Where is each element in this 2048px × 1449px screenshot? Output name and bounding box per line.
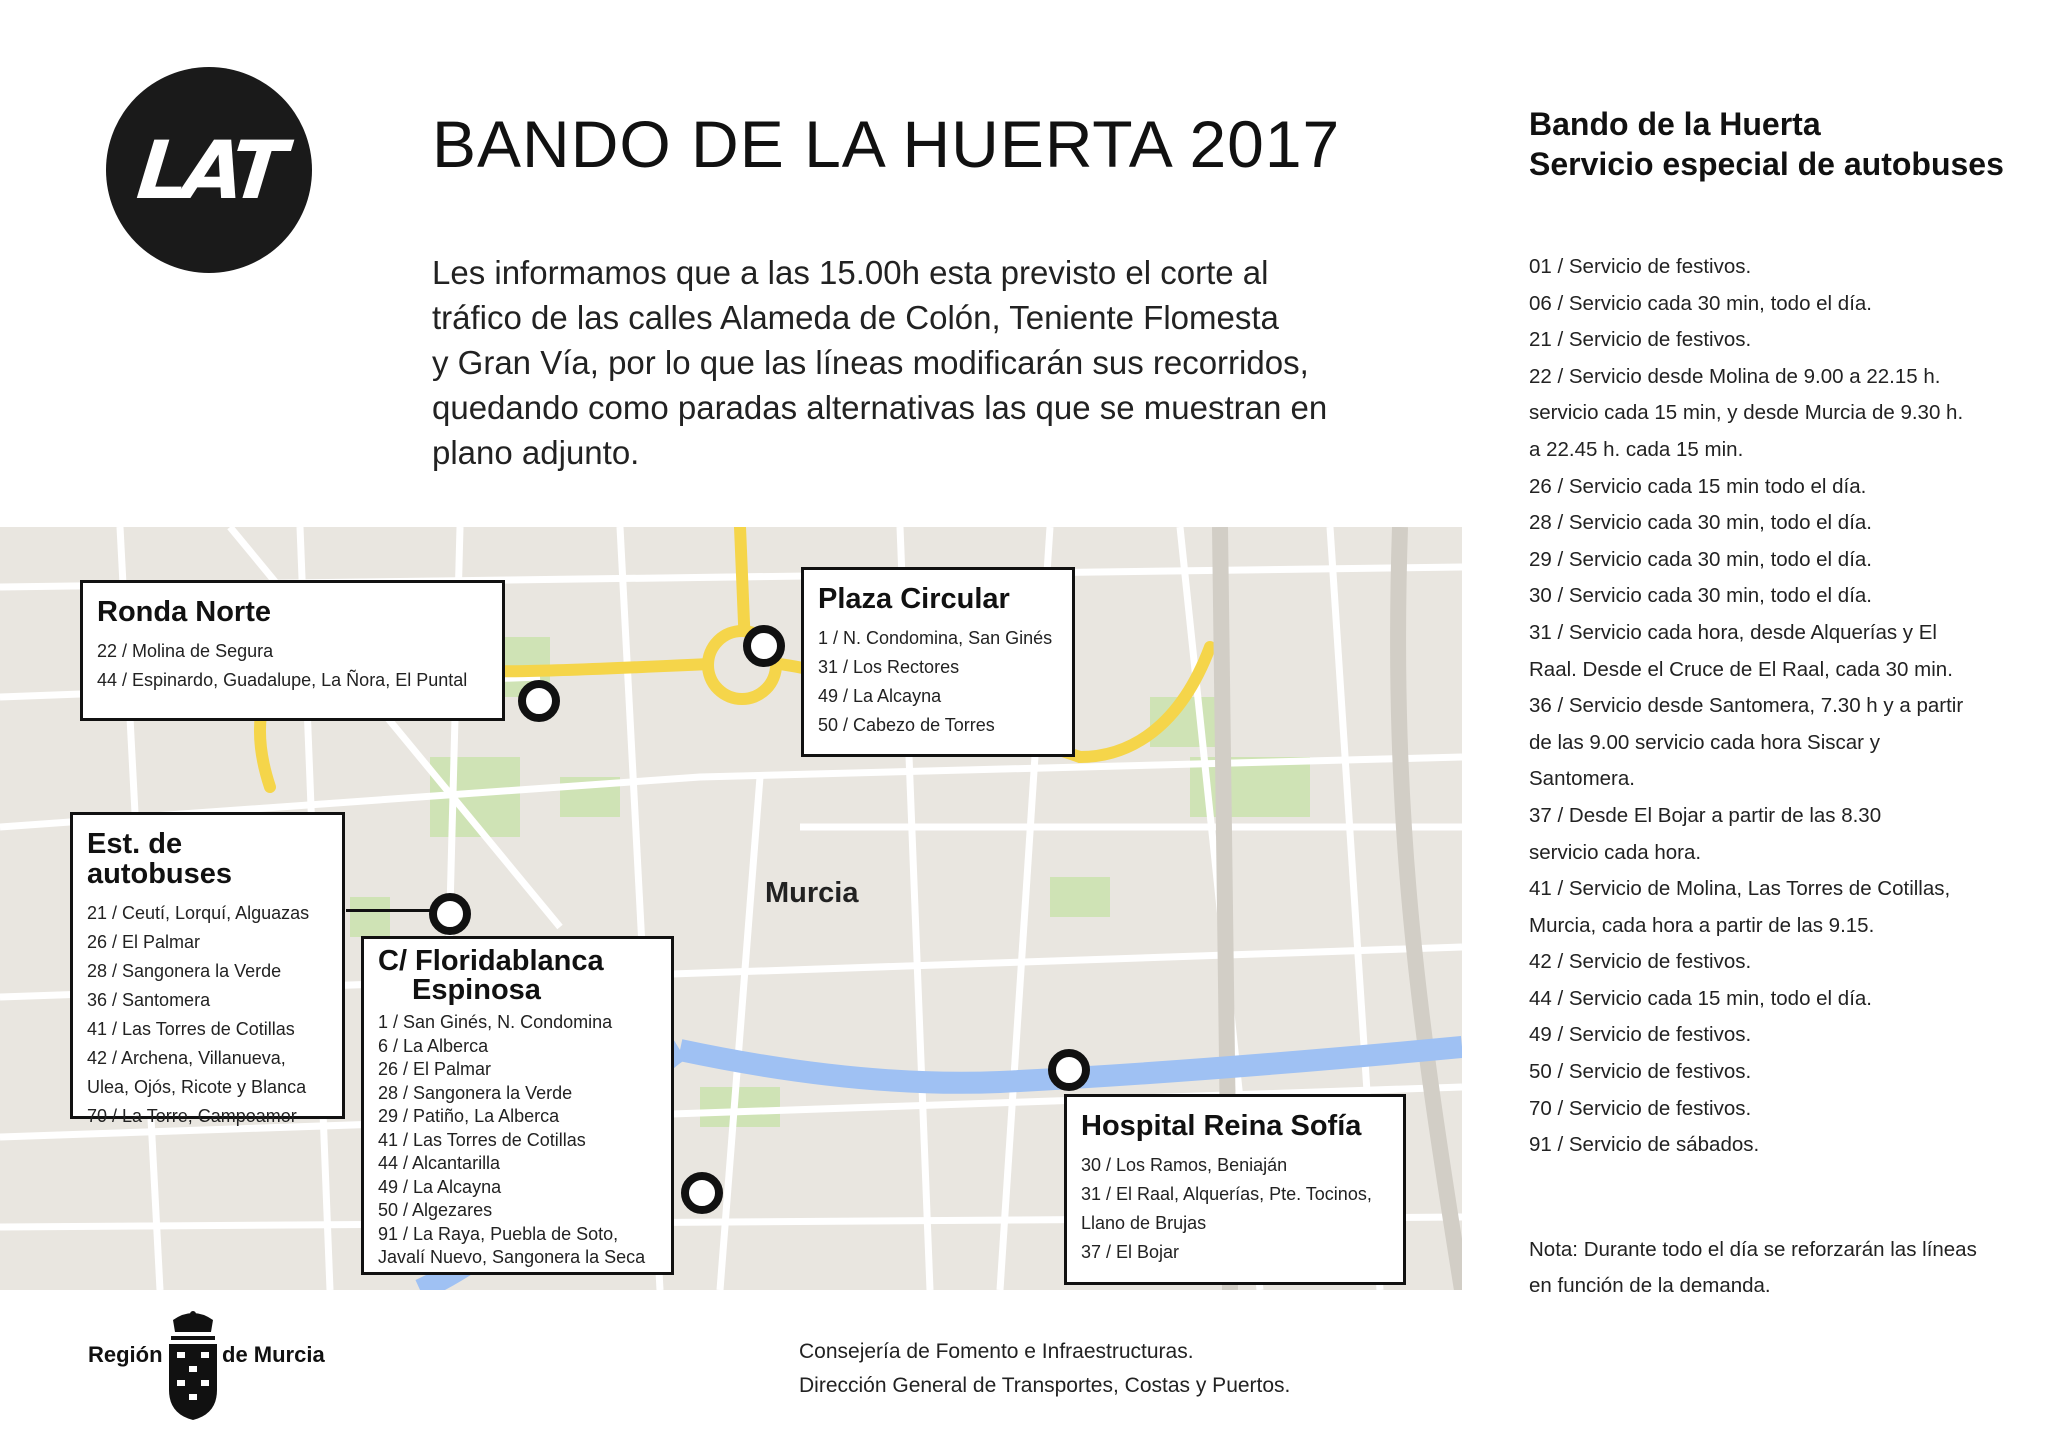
service-item: 21 / Servicio de festivos. xyxy=(1529,328,1752,352)
bus-stop-marker-hospital[interactable] xyxy=(1048,1049,1090,1091)
stop-box-est-autobuses xyxy=(70,812,345,1126)
stop-line-item: Javalí Nuevo, Sangonera la Seca xyxy=(378,1247,646,1267)
sidebar-title xyxy=(1529,104,2004,184)
region-logo-text-left: Región xyxy=(88,1342,163,1367)
stop-line-item: 1 / N. Condomina, San Ginés xyxy=(818,628,1053,648)
service-item: 06 / Servicio cada 30 min, todo el día. xyxy=(1529,291,1873,315)
stop-line-item: 49 / La Alcayna xyxy=(818,686,942,706)
stop-line-item: 49 / La Alcayna xyxy=(378,1176,502,1197)
map-city-label: Murcia xyxy=(765,877,859,909)
stop-line-item: 26 / El Palmar xyxy=(378,1059,492,1079)
service-item: 70 / Servicio de festivos. xyxy=(1529,1096,1752,1120)
intro-line: plano adjunto. xyxy=(432,434,640,471)
note-line: en función de la demanda. xyxy=(1529,1274,1771,1297)
service-item: de las 9.00 servicio cada hora Siscar y xyxy=(1529,730,1880,754)
intro-line: Les informamos que a las 15.00h esta previsto el corte al xyxy=(432,254,1269,291)
service-item: Santomera. xyxy=(1529,767,1635,791)
stop-line-item: 36 / Santomera xyxy=(87,990,211,1010)
stop-line-item: 41 / Las Torres de Cotillas xyxy=(378,1129,586,1150)
region-logo-text-right: de Murcia xyxy=(222,1342,325,1367)
service-item: 50 / Servicio de festivos. xyxy=(1529,1060,1752,1084)
stop-line-item: 50 / Cabezo de Torres xyxy=(818,715,995,735)
service-item: 28 / Servicio cada 30 min, todo el día. xyxy=(1529,511,1873,535)
footer-credits xyxy=(799,1335,1290,1403)
stop-line-item: 28 / Sangonera la Verde xyxy=(378,1082,573,1103)
region-murcia-logo xyxy=(86,1302,346,1422)
stop-line-item: 41 / Las Torres de Cotillas xyxy=(87,1019,295,1039)
stop-line-item: 31 / El Raal, Alquerías, Pte. Tocinos, xyxy=(1081,1184,1372,1204)
service-item: 91 / Servicio de sábados. xyxy=(1529,1133,1760,1157)
bus-stop-marker-est-autobuses[interactable] xyxy=(429,893,471,935)
stop-line-item: 21 / Ceutí, Lorquí, Alguazas xyxy=(87,903,310,923)
stop-box-ronda-norte xyxy=(80,580,505,721)
stop-lines xyxy=(87,899,328,1131)
service-item: servicio cada hora. xyxy=(1529,840,1702,864)
service-item: Murcia, cada hora a partir de las 9.15. xyxy=(1529,913,1875,937)
service-item: 30 / Servicio cada 30 min, todo el día. xyxy=(1529,584,1873,608)
stop-line-item: 91 / La Raya, Puebla de Soto, xyxy=(378,1223,619,1244)
stop-line-item: 1 / San Ginés, N. Condomina xyxy=(378,1012,613,1032)
stop-line-item: 70 / La Torre, Campoamor xyxy=(87,1106,297,1126)
stop-line-item: 26 / El Palmar xyxy=(87,932,201,952)
service-item: 41 / Servicio de Molina, Las Torres de Cotillas, xyxy=(1529,877,1951,901)
service-item: a 22.45 h. cada 15 min. xyxy=(1529,437,1744,461)
stop-line-item: 50 / Algezares xyxy=(378,1200,493,1220)
service-item: 42 / Servicio de festivos. xyxy=(1529,950,1752,974)
stop-title-line: C/ Floridablanca xyxy=(378,945,604,977)
stop-line-item: 29 / Patiño, La Alberca xyxy=(378,1106,560,1126)
stop-lines xyxy=(1081,1151,1389,1267)
intro-line: quedando como paradas alternativas las que se muestran en xyxy=(432,389,1328,426)
stop-title xyxy=(378,947,657,1005)
service-item: 49 / Servicio de festivos. xyxy=(1529,1023,1752,1047)
service-item: 26 / Servicio cada 15 min todo el día. xyxy=(1529,474,1867,498)
bus-stop-marker-ronda-norte[interactable] xyxy=(518,680,560,722)
stop-title-line: Espinosa xyxy=(412,974,541,1006)
stop-line-item: 31 / Los Rectores xyxy=(818,657,960,677)
page-title: BANDO DE LA HUERTA 2017 xyxy=(432,107,1341,181)
stop-lines xyxy=(378,1011,657,1270)
stop-line-item: 22 / Molina de Segura xyxy=(97,641,274,661)
stop-line-item: 30 / Los Ramos, Beniaján xyxy=(1081,1155,1288,1175)
stop-lines xyxy=(97,637,488,695)
lat-logo xyxy=(106,67,312,273)
bus-stop-marker-floridablanca[interactable] xyxy=(681,1172,723,1214)
stop-box-plaza-circular xyxy=(801,567,1075,757)
stop-line-item: 28 / Sangonera la Verde xyxy=(87,961,282,981)
stop-line-item: 6 / La Alberca xyxy=(378,1035,489,1056)
note-line: Nota: Durante todo el día se reforzarán las líneas xyxy=(1529,1238,1977,1261)
stop-title: Plaza Circular xyxy=(818,583,1010,615)
stop-line-item: Ulea, Ojós, Ricote y Blanca xyxy=(87,1077,307,1097)
footer-line: Dirección General de Transportes, Costas y Puertos. xyxy=(799,1374,1291,1397)
service-item: servicio cada 15 min, y desde Murcia de 9.30 h. xyxy=(1529,401,1964,425)
intro-line: tráfico de las calles Alameda de Colón, Teniente Flomesta xyxy=(432,299,1279,336)
service-item: 22 / Servicio desde Molina de 9.00 a 22.15 h. xyxy=(1529,364,1941,388)
stop-line-item: 44 / Alcantarilla xyxy=(378,1153,501,1173)
stop-line-item: 37 / El Bojar xyxy=(1081,1242,1180,1262)
service-item: 44 / Servicio cada 15 min, todo el día. xyxy=(1529,986,1873,1010)
service-list xyxy=(1529,249,2029,1164)
sidebar-title-line: Bando de la Huerta xyxy=(1529,106,1821,142)
stop-line-item: 42 / Archena, Villanueva, xyxy=(87,1048,286,1068)
lat-logo-text: LAT xyxy=(133,123,285,217)
service-item: 29 / Servicio cada 30 min, todo el día. xyxy=(1529,547,1873,571)
region-coat-of-arms-icon xyxy=(165,1310,221,1422)
stop-box-hospital xyxy=(1064,1094,1406,1285)
service-item: 01 / Servicio de festivos. xyxy=(1529,255,1752,278)
stop-line-item: 44 / Espinardo, Guadalupe, La Ñora, El Puntal xyxy=(97,670,468,690)
service-item: 36 / Servicio desde Santomera, 7.30 h y a partir xyxy=(1529,694,1964,718)
note xyxy=(1529,1232,2029,1304)
footer-line: Consejería de Fomento e Infraestructuras. xyxy=(799,1340,1194,1363)
service-item: 31 / Servicio cada hora, desde Alquerías y El xyxy=(1529,620,1937,644)
stop-title: Est. de autobuses xyxy=(87,828,233,890)
bus-stop-marker-plaza-circular[interactable] xyxy=(743,625,785,667)
stop-lines xyxy=(818,624,1058,740)
sidebar-title-line: Servicio especial de autobuses xyxy=(1529,146,2004,182)
connector-line xyxy=(346,909,441,912)
service-item: 37 / Desde El Bojar a partir de las 8.30 xyxy=(1529,803,1882,827)
stop-title: Ronda Norte xyxy=(97,596,271,628)
stop-title: Hospital Reina Sofía xyxy=(1081,1110,1362,1142)
service-item: Raal. Desde el Cruce de El Raal, cada 30 min. xyxy=(1529,657,1953,681)
stop-box-floridablanca xyxy=(361,936,674,1275)
stop-line-item: Llano de Brujas xyxy=(1081,1213,1207,1233)
intro-paragraph xyxy=(432,250,1412,475)
intro-line: y Gran Vía, por lo que las líneas modificarán sus recorridos, xyxy=(432,344,1309,381)
